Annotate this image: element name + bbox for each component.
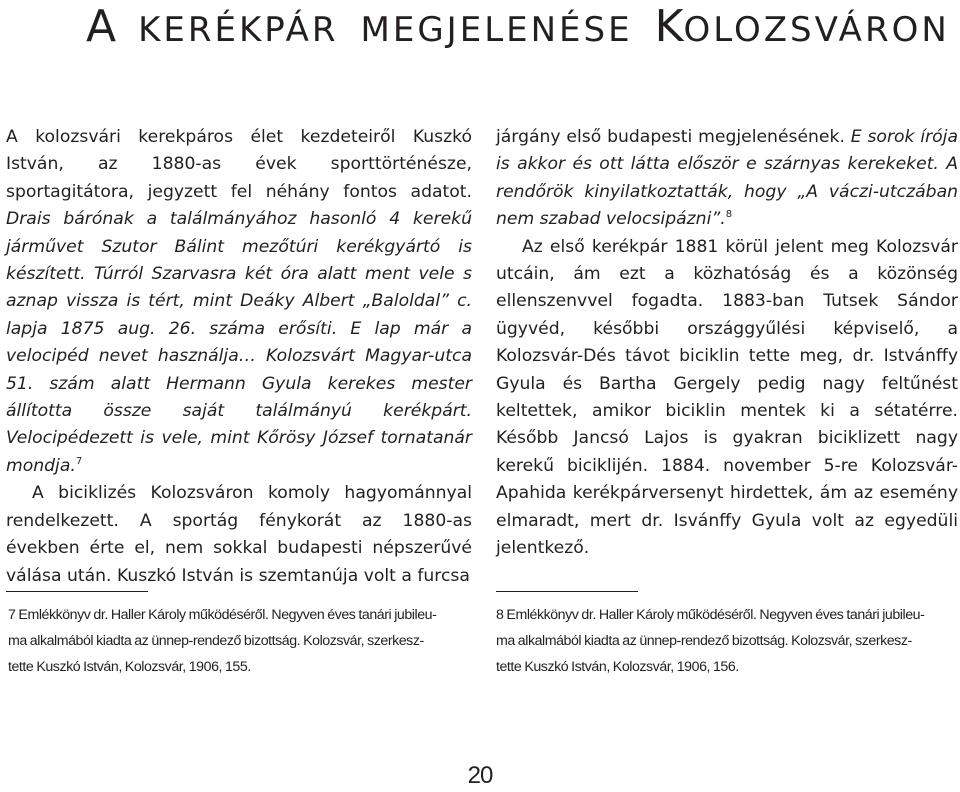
title-word-kerekpar: KERÉKPÁR	[138, 10, 339, 50]
title-initial-k: K	[654, 1, 684, 52]
title-word-megjelenese: MEGJELENÉSE	[360, 10, 633, 50]
footnote-8-line-2: ma alkalmából kiadta az ünnep-rendező bizottság. Kolozsvár, szerkesz-	[496, 632, 912, 649]
footnote-8-line-1: 8 Emlékkönyv dr. Haller Károly működéséről. Negyven éves tanári jubileu-	[496, 607, 925, 623]
title-word-olozsvaron: OLOZSVÁRON	[683, 10, 950, 50]
page-title	[86, 1, 950, 53]
footnote-7-line-2: ma alkalmából kiadta az ünnep-rendező bizottság. Kolozsvár, szerkesz-	[8, 632, 424, 649]
page-number: 20	[467, 762, 493, 789]
footnote-7-line-3: tette Kuszkó István, Kolozsvár, 1906, 155.	[8, 658, 251, 675]
footnote-ref-7: 7	[75, 455, 83, 467]
left-column	[6, 124, 472, 590]
footnote-8	[494, 603, 960, 680]
footnote-7	[6, 603, 476, 680]
footnote-7-line-1: 7 Emlékkönyv dr. Haller Károly működéséről. Negyven éves tanári jubileu-	[8, 607, 437, 623]
left-paragraph-1-text: A kolozsvári kerekpáros élet kezdeteiről Kuszkó István, az 1880-as évek sporttörténésze, sportagitátora, jegyzett fel néhány fontos adatot.	[6, 127, 472, 202]
footnote-divider-right	[496, 591, 638, 592]
footnote-8-line-3: tette Kuszkó István, Kolozsvár, 1906, 156.	[496, 658, 739, 675]
footnote-divider-left	[6, 591, 148, 592]
right-paragraph-1-text: járgány első budapesti megjelenésének.	[496, 127, 845, 147]
left-paragraph-2: A biciklizés Kolozsváron komoly hagyománnyal rendelkezett. A sportág fénykorát az 1880-as években érte el, nem sokkal budapesti népszerűvé válása után. Kuszkó István is szemtanúja volt a furcsa	[6, 483, 472, 586]
right-paragraph-2: Az első kerékpár 1881 körül jelent meg Kolozsvár utcáin, ám ezt a közhatóság és a közönség ellenszenvvel fogadta. 1883-ban Tutsek Sándor ügyvéd, későbbi országgyűlési képviselő, a Kolozsvár-Dés távot biciklin tette meg, dr. Istvánffy Gyula és Bartha Gergely pedig nagy feltűnést keltettek, amikor biciklin mentek ki a sétatérre. Később Jancsó Lajos is gyakran biciklizett nagy kerekű biciklijén. 1884. november 5-re Kolozsvár-Apahida kerékpárversenyt hirdettek, ám az esemény elmaradt, mert dr. Isvánffy Gyula volt az egyedüli jelentkező.	[496, 236, 958, 559]
right-paragraph-1-quote: E sorok írója is akkor és ott látta először e szárnyas kerekeket. A rendőrök kinyilatkoztatták, hogy „A váczi-utczában nem szabad velocsipázni”.	[496, 127, 958, 230]
right-paragraph-1	[496, 124, 958, 234]
footnote-ref-8: 8	[725, 209, 733, 221]
right-column	[496, 124, 958, 563]
title-initial-a: A	[86, 1, 117, 52]
left-paragraph-1-quote: Drais bárónak a találmányához hasonló 4 kerekű járművet Szutor Bálint mezőtúri kerékgyártó is készített. Túrról Szarvasra két óra alatt ment vele s aznap vissza is tért, mint Deáky Albert „Baloldal” c. lapja 1875 aug. 26. száma erősíti. E lap már a velocipéd nevet használja… Kolozsvárt Magyar-utca 51. szám alatt Hermann Gyula kerekes mester állította össze saját találmányú kerékpárt. Velocipédezett is vele, mint Kőrösy József tornatanár mondja.	[6, 209, 472, 476]
left-paragraph-1	[6, 124, 472, 480]
